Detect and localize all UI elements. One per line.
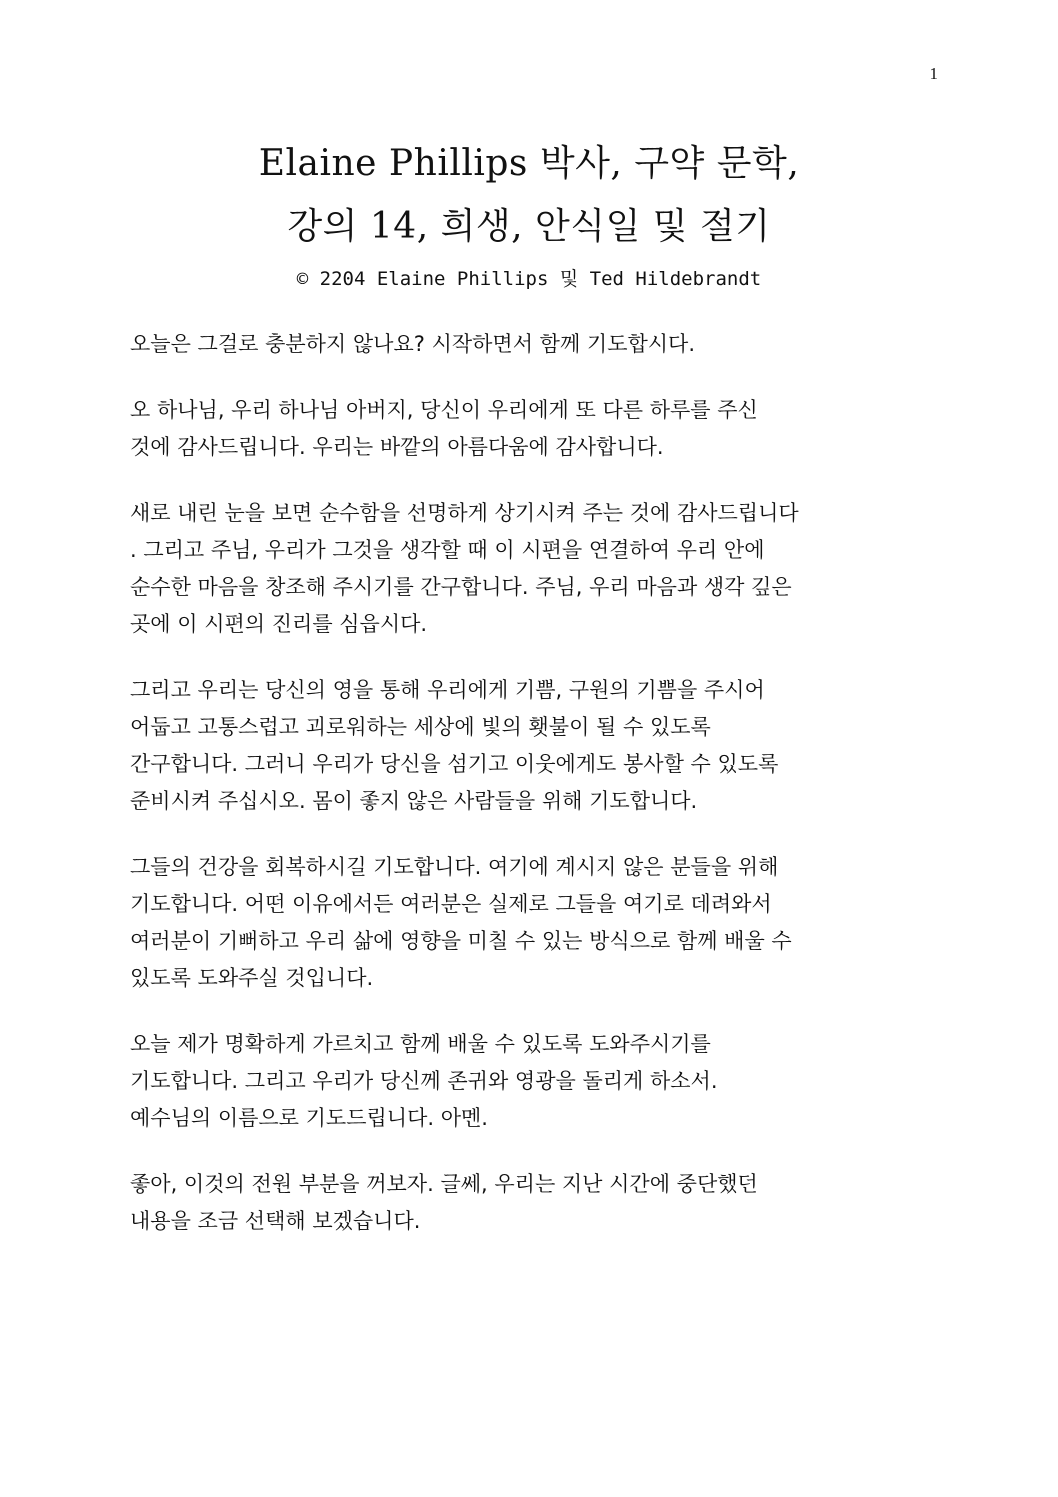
lecture-transcript: [130, 326, 930, 1269]
text-line: 오늘 제가 명확하게 가르치고 함께 배울 수 있도록 도와주시기를: [130, 1032, 711, 1056]
text-line: 오 하나님, 우리 하나님 아버지, 당신이 우리에게 또 다른 하루를 주신: [130, 398, 758, 422]
paragraph: [130, 1166, 930, 1240]
text-line: 기도합니다. 그리고 우리가 당신께 존귀와 영광을 돌리게 하소서.: [130, 1069, 718, 1093]
document-title-line-2: 강의 14, 희생, 안식일 및 절기: [287, 206, 771, 247]
text-line: 준비시켜 주십시오. 몸이 좋지 않은 사람들을 위해 기도합니다.: [130, 789, 698, 813]
paragraph: [130, 1026, 930, 1137]
paragraph: [130, 672, 930, 820]
text-line: 것에 감사드립니다. 우리는 바깥의 아름다움에 감사합니다.: [130, 435, 664, 459]
paragraph: [130, 326, 930, 363]
text-line: 순수한 마음을 창조해 주시기를 간구합니다. 주님, 우리 마음과 생각 깊은: [130, 575, 792, 599]
text-line: 기도합니다. 어떤 이유에서든 여러분은 실제로 그들을 여기로 데려와서: [130, 892, 772, 916]
page-number: 1: [929, 64, 938, 83]
text-line: 여러분이 기뻐하고 우리 삶에 영향을 미칠 수 있는 방식으로 함께 배울 수: [130, 929, 792, 953]
text-line: 내용을 조금 선택해 보겠습니다.: [130, 1209, 421, 1233]
text-line: 오늘은 그걸로 충분하지 않나요? 시작하면서 함께 기도합시다.: [130, 332, 696, 356]
paragraph: [130, 849, 930, 997]
text-line: 간구합니다. 그러니 우리가 당신을 섬기고 이웃에게도 봉사할 수 있도록: [130, 752, 779, 776]
paragraph: [130, 495, 930, 643]
text-line: 곳에 이 시편의 진리를 심읍시다.: [130, 612, 428, 636]
text-line: 어둡고 고통스럽고 괴로워하는 세상에 빛의 횃불이 될 수 있도록: [130, 715, 711, 739]
text-line: 그리고 우리는 당신의 영을 통해 우리에게 기쁨, 구원의 기쁨을 주시어: [130, 678, 765, 702]
text-line: 새로 내린 눈을 보면 순수함을 선명하게 상기시켜 주는 것에 감사드립니다: [130, 501, 799, 525]
text-line: 있도록 도와주실 것입니다.: [130, 966, 374, 990]
text-line: 좋아, 이것의 전원 부분을 꺼보자. 글쎄, 우리는 지난 시간에 중단했던: [130, 1172, 758, 1196]
copyright-notice: © 2204 Elaine Phillips 및 Ted Hildebrandt: [296, 268, 762, 290]
text-line: 그들의 건강을 회복하시길 기도합니다. 여기에 계시지 않은 분들을 위해: [130, 855, 779, 879]
text-line: . 그리고 주님, 우리가 그것을 생각할 때 이 시편을 연결하여 우리 안에: [130, 538, 765, 562]
text-line: 예수님의 이름으로 기도드립니다. 아멘.: [130, 1106, 488, 1130]
paragraph: [130, 392, 930, 466]
document-title-line-1: Elaine Phillips 박사, 구약 문학,: [258, 143, 800, 184]
